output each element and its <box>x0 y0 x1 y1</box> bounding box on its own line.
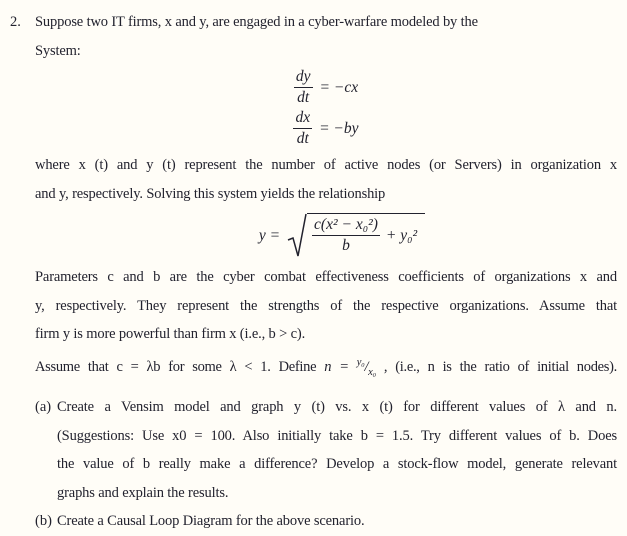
ode-equation-1 <box>294 68 358 107</box>
ode1-denominator: dt <box>297 89 310 106</box>
assume-text-after: , (i.e., n is the ratio of initial nodes). <box>375 358 617 375</box>
intro-line-2: System: <box>35 42 81 59</box>
where-line-2: and y, respectively. Solving this system yields the relationship <box>35 185 386 202</box>
intro-line-1: Suppose two IT firms, x and y, are engaged in a cyber-warfare modeled by the <box>35 14 478 30</box>
n-ratio-fraction <box>356 356 376 378</box>
square-root <box>287 213 425 258</box>
ode2-rhs: = −by <box>319 119 359 137</box>
n-definition-lhs: n = <box>324 358 349 375</box>
ode1-rhs: = −cx <box>319 78 359 96</box>
solution-equation <box>51 213 627 258</box>
item-a-line-2: (Suggestions: Use x0 = 100. Also initially take b = 1.5. Try different values of b. Does <box>57 427 617 444</box>
item-b-body <box>57 507 617 536</box>
ode2-denominator: dt <box>296 130 309 147</box>
radicand-denominator: b <box>342 237 350 254</box>
radicand-numerator: c(x² − x₀²) <box>312 216 380 236</box>
list-item-b <box>35 507 617 536</box>
system-equations <box>35 67 617 149</box>
problem-number: 2. <box>10 14 21 30</box>
ode1-numerator: dy <box>294 68 313 88</box>
item-a-line-4: graphs and explain the results. <box>57 484 229 501</box>
n-ratio-denominator: x₀ <box>368 366 376 378</box>
radical-sign-icon <box>287 213 307 258</box>
ode-equation-2 <box>293 109 358 148</box>
n-ratio-slash: / <box>364 358 369 375</box>
item-b-label: (b) <box>35 513 52 529</box>
parameters-line-3: firm y is more powerful than firm x (i.e., b > c). <box>35 326 306 342</box>
ode2-numerator: dx <box>293 109 312 129</box>
list-item-a <box>35 393 617 507</box>
parameters-line-1: Parameters c and b are the cyber combat effectiveness coefficients of organizations x and <box>35 269 617 285</box>
item-a-body <box>57 393 617 507</box>
problem-2 <box>10 8 617 536</box>
assume-text-before: Assume that c = λb for some λ < 1. Define <box>35 358 325 375</box>
lettered-list <box>35 393 617 536</box>
radicand-tail: + y₀² <box>385 226 418 244</box>
radicand-fraction <box>312 216 380 255</box>
n-ratio-numerator: y₀ <box>356 356 365 368</box>
problem-body <box>35 8 617 536</box>
solution-lhs: y = <box>258 226 281 244</box>
assume-paragraph <box>35 349 617 388</box>
ode2-fraction <box>293 109 312 148</box>
item-a-line-3: the value of b really make a difference? Develop a stock-flow model, generate relevant <box>57 456 617 472</box>
item-b-line-1: Create a Causal Loop Diagram for the above scenario. <box>57 513 365 529</box>
parameters-line-2: y, respectively. They represent the strengths of the respective organizations. Assume that <box>35 297 617 314</box>
item-a-line-1: Create a Vensim model and graph y (t) vs. x (t) for different values of λ and n. <box>57 399 617 415</box>
radicand <box>307 213 425 255</box>
item-a-label: (a) <box>35 399 52 415</box>
where-line-1: where x (t) and y (t) represent the number of active nodes (or Servers) in organization x <box>35 157 617 173</box>
ode1-fraction <box>294 68 313 107</box>
